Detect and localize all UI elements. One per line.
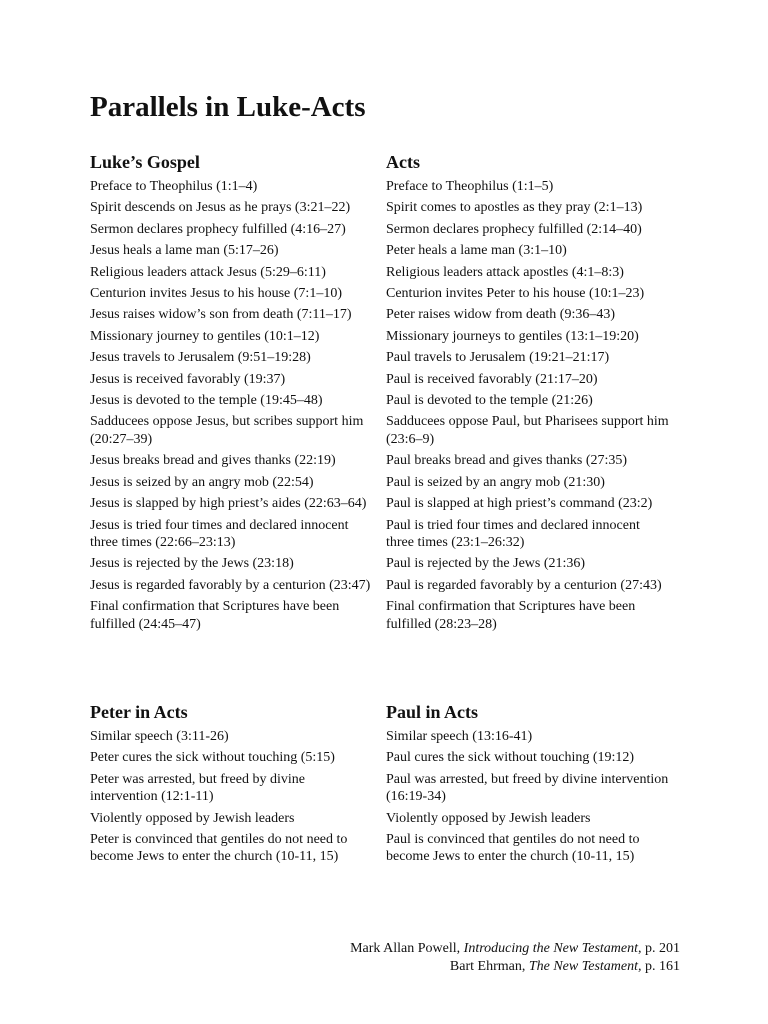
luke-acts-grid — [90, 148, 680, 635]
table-cell-right: Paul cures the sick without touching (19:12) — [386, 750, 635, 766]
table-cell-left: Religious leaders attack Jesus (5:29–6:11) — [90, 264, 326, 280]
luke-acts-parallels-table — [90, 148, 680, 635]
table-cell-right: Final confirmation that Scriptures have been fulfilled (28:23–28) — [386, 599, 636, 632]
paul-in-acts-heading: Paul in Acts — [386, 702, 479, 722]
table-cell-right: Paul is received favorably (21:17–20) — [386, 371, 598, 387]
table-cell-right: Sadducees oppose Paul, but Pharisees support him (23:6–9) — [386, 414, 669, 447]
table-cell-left: Peter was arrested, but freed by divine intervention (12:1-11) — [90, 771, 305, 805]
table-cell-right: Peter raises widow from death (9:36–43) — [386, 307, 615, 323]
citation-page: p. 161 — [641, 959, 680, 974]
peter-in-acts-heading: Peter in Acts — [90, 702, 188, 722]
citation-footer — [350, 940, 680, 976]
table-cell-left: Sermon declares prophecy fulfilled (4:16–27) — [90, 221, 346, 237]
table-cell-left: Preface to Theophilus (1:1–4) — [90, 179, 258, 194]
table-cell-right: Peter heals a lame man (3:1–10) — [386, 243, 567, 259]
table-cell-right: Violently opposed by Jewish leaders — [386, 810, 591, 826]
table-cell-left: Jesus is regarded favorably by a centurion (23:47) — [90, 577, 371, 593]
table-cell-left: Final confirmation that Scriptures have been fulfilled (24:45–47) — [90, 599, 340, 632]
luke-gospel-heading: Luke’s Gospel — [90, 152, 200, 172]
table-cell-left: Centurion invites Jesus to his house (7:1–10) — [90, 286, 342, 302]
table-cell-right: Centurion invites Peter to his house (10:1–23) — [386, 286, 645, 302]
table-cell-left: Jesus heals a lame man (5:17–26) — [90, 243, 279, 259]
table-cell-left: Jesus travels to Jerusalem (9:51–19:28) — [90, 350, 311, 366]
table-cell-right: Paul is rejected by the Jews (21:36) — [386, 556, 586, 572]
table-cell-right: Similar speech (13:16-41) — [386, 729, 533, 744]
page-title: Parallels in Luke-Acts — [90, 91, 366, 123]
table-cell-left: Missionary journey to gentiles (10:1–12) — [90, 328, 320, 344]
table-cell-right: Paul is seized by an angry mob (21:30) — [386, 474, 605, 490]
table-cell-right: Paul is slapped at high priest’s command (23:2) — [386, 496, 653, 512]
citation-powell — [350, 940, 680, 958]
citation-author: Mark Allan Powell, — [350, 941, 464, 956]
table-cell-left: Jesus is rejected by the Jews (23:18) — [90, 556, 294, 572]
table-cell-left: Sadducees oppose Jesus, but scribes support him (20:27–39) — [90, 414, 364, 447]
citation-author: Bart Ehrman, — [449, 959, 529, 974]
table-cell-left: Jesus is devoted to the temple (19:45–48) — [90, 393, 323, 409]
table-cell-right: Paul is convinced that gentiles do not need to become Jews to enter the church (10-11, 15) — [386, 832, 640, 865]
table-cell-left: Jesus raises widow’s son from death (7:11–17) — [90, 307, 352, 323]
peter-paul-parallels-table — [90, 698, 680, 868]
table-cell-left: Jesus is slapped by high priest’s aides (22:63–64) — [90, 496, 367, 512]
table-cell-right: Paul was arrested, but freed by divine intervention (16:19-34) — [386, 771, 669, 805]
table-cell-right: Paul breaks bread and gives thanks (27:35) — [386, 453, 628, 469]
table-cell-left: Jesus is received favorably (19:37) — [90, 371, 286, 387]
table-cell-left: Violently opposed by Jewish leaders — [90, 810, 295, 826]
peter-paul-grid — [90, 698, 680, 868]
table-cell-left: Jesus is seized by an angry mob (22:54) — [90, 474, 314, 490]
acts-heading: Acts — [386, 152, 420, 172]
table-cell-right: Paul is regarded favorably by a centurion (27:43) — [386, 577, 662, 593]
citation-book-title: The New Testament, — [528, 959, 642, 974]
table-cell-right: Paul is devoted to the temple (21:26) — [386, 393, 593, 409]
table-cell-left: Peter is convinced that gentiles do not need to become Jews to enter the church (10-11, 15) — [90, 832, 348, 865]
table-cell-left: Jesus breaks bread and gives thanks (22:19) — [90, 453, 336, 469]
table-cell-right: Paul travels to Jerusalem (19:21–21:17) — [386, 350, 610, 366]
table-cell-right: Paul is tried four times and declared innocent three times (23:1–26:32) — [386, 517, 640, 550]
table-cell-left: Jesus is tried four times and declared innocent three times (22:66–23:13) — [90, 517, 349, 550]
table-cell-right: Religious leaders attack apostles (4:1–8:3) — [386, 264, 624, 280]
table-cell-right: Preface to Theophilus (1:1–5) — [386, 179, 554, 194]
table-cell-left: Similar speech (3:11-26) — [90, 729, 229, 744]
table-cell-right: Missionary journeys to gentiles (13:1–19:20) — [386, 328, 639, 344]
table-cell-right: Spirit comes to apostles as they pray (2:1–13) — [386, 200, 643, 216]
table-cell-right: Sermon declares prophecy fulfilled (2:14–40) — [386, 221, 642, 237]
citation-ehrman — [350, 958, 680, 976]
table-cell-left: Spirit descends on Jesus as he prays (3:21–22) — [90, 200, 351, 216]
table-cell-left: Peter cures the sick without touching (5:15) — [90, 750, 335, 766]
citation-book-title: Introducing the New Testament — [463, 941, 638, 956]
citation-page: , p. 201 — [638, 941, 680, 956]
